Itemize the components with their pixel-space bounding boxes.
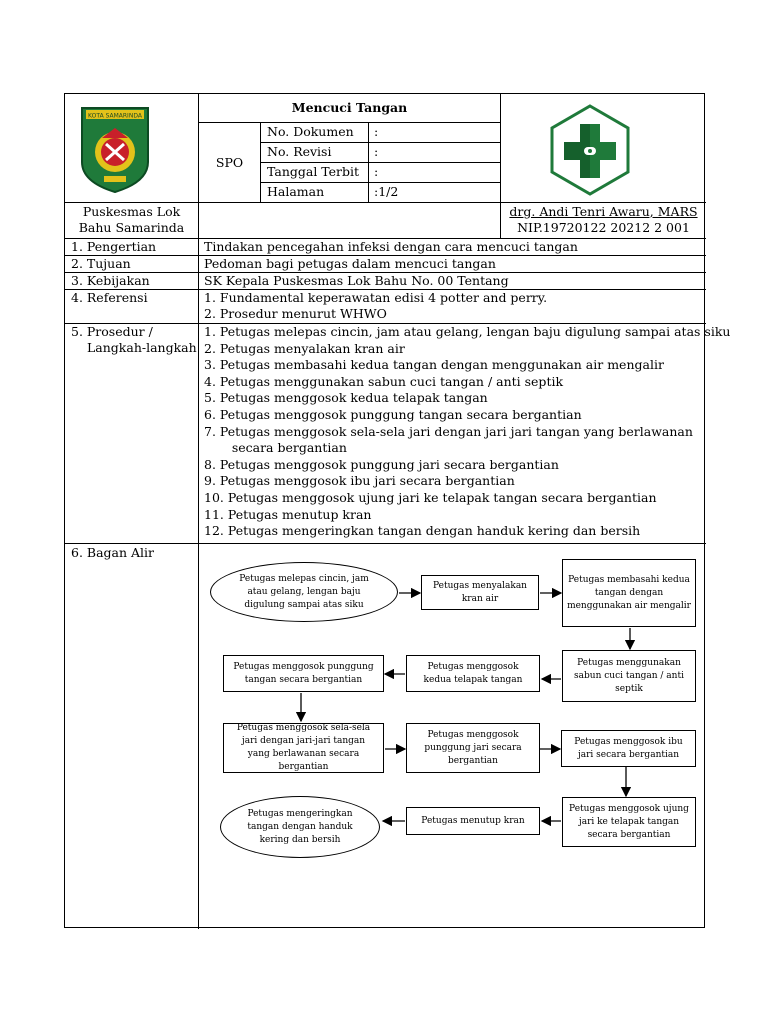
spo-label: SPO xyxy=(215,154,244,170)
flow-end-ellipse: Petugas mengeringkan tangan dengan handuk kering dan bersih xyxy=(220,796,380,858)
section-label: 6. Bagan Alir xyxy=(71,545,155,560)
logo-left-text: KOTA SAMARINDA xyxy=(88,112,142,120)
section-label: 1. Pengertian xyxy=(71,239,157,254)
field-value: : xyxy=(374,124,379,139)
list-item: 1. Fundamental keperawatan edisi 4 potter and perry. xyxy=(204,290,548,305)
field-label: No. Dokumen xyxy=(267,124,354,139)
list-item: 4. Petugas menggunakan sabun cuci tangan / anti septik xyxy=(204,373,564,389)
flow-step-box: Petugas membasahi kedua tangan dengan menggunakan air mengalir xyxy=(562,559,696,627)
field-value: : xyxy=(374,164,379,179)
section-value: SK Kepala Puskesmas Lok Bahu No. 00 Tentang xyxy=(204,273,509,288)
org-name-line: Bahu Samarinda xyxy=(78,220,185,235)
section-label: 3. Kebijakan xyxy=(71,273,150,288)
field-label: Halaman xyxy=(267,184,325,199)
flow-start-ellipse: Petugas melepas cincin, jam atau gelang, lengan baju digulung sampai atas siku xyxy=(210,562,398,622)
document-title: Mencuci Tangan xyxy=(291,100,408,115)
list-item: 5. Petugas menggosok kedua telapak tangan xyxy=(204,390,488,406)
list-item: 11. Petugas menutup kran xyxy=(204,506,372,522)
flow-step-box: Petugas menggosok punggung tangan secara bergantian xyxy=(223,655,384,692)
flow-step-box: Petugas menutup kran xyxy=(406,807,540,835)
flow-step-box: Petugas menggosok ibu jari secara bergantian xyxy=(561,730,696,767)
list-item: 7. Petugas menggosok sela-sela jari dengan jari jari tangan yang berlawanan xyxy=(204,423,693,439)
org-name-line: Puskesmas Lok xyxy=(82,204,181,219)
list-item: 12. Petugas mengeringkan tangan dengan handuk kering dan bersih xyxy=(204,523,641,539)
flow-step-box: Petugas menggosok sela-sela jari dengan jari-jari tangan yang berlawanan secara bergantian xyxy=(223,723,384,773)
list-item: 2. Prosedur menurut WHWO xyxy=(204,306,387,321)
signer-name: drg. Andi Tenri Awaru, MARS xyxy=(509,204,698,219)
field-value: : xyxy=(374,144,379,159)
list-item: 1. Petugas melepas cincin, jam atau gelang, lengan baju digulung sampai atas siku xyxy=(204,324,731,339)
flow-step-box: Petugas menggunakan sabun cuci tangan / anti septik xyxy=(562,650,696,702)
flow-step-box: Petugas menggosok ujung jari ke telapak tangan secara bergantian xyxy=(562,797,696,847)
list-item: 8. Petugas menggosok punggung jari secara bergantian xyxy=(204,456,559,472)
flow-step-box: Petugas menggosok kedua telapak tangan xyxy=(406,655,540,692)
list-item: 3. Petugas membasahi kedua tangan dengan menggunakan air mengalir xyxy=(204,357,664,373)
signer-nip: NIP.19720122 20212 2 001 xyxy=(517,220,690,235)
section-label: 5. Prosedur / xyxy=(71,324,153,339)
spo-document xyxy=(64,93,731,928)
field-value: :1/2 xyxy=(374,184,399,199)
list-item: 6. Petugas menggosok punggung tangan secara bergantian xyxy=(204,407,582,422)
field-label: No. Revisi xyxy=(267,144,332,159)
flow-step-box: Petugas menggosok punggung jari secara bergantian xyxy=(406,723,540,773)
list-item: 10. Petugas menggosok ujung jari ke telapak tangan secara bergantian xyxy=(204,490,657,505)
section-value: Pedoman bagi petugas dalam mencuci tangan xyxy=(204,256,496,271)
list-item: 9. Petugas menggosok ibu jari secara bergantian xyxy=(204,473,515,489)
section-label: 4. Referensi xyxy=(71,290,148,305)
section-value: Tindakan pencegahan infeksi dengan cara mencuci tangan xyxy=(204,239,578,254)
field-label: Tanggal Terbit xyxy=(267,164,360,179)
section-label: 2. Tujuan xyxy=(71,256,131,271)
section-label: Langkah-langkah xyxy=(87,340,197,355)
list-item: 2. Petugas menyalakan kran air xyxy=(204,340,405,356)
list-item: secara bergantian xyxy=(204,440,347,456)
flow-step-box: Petugas menyalakan kran air xyxy=(421,575,539,610)
